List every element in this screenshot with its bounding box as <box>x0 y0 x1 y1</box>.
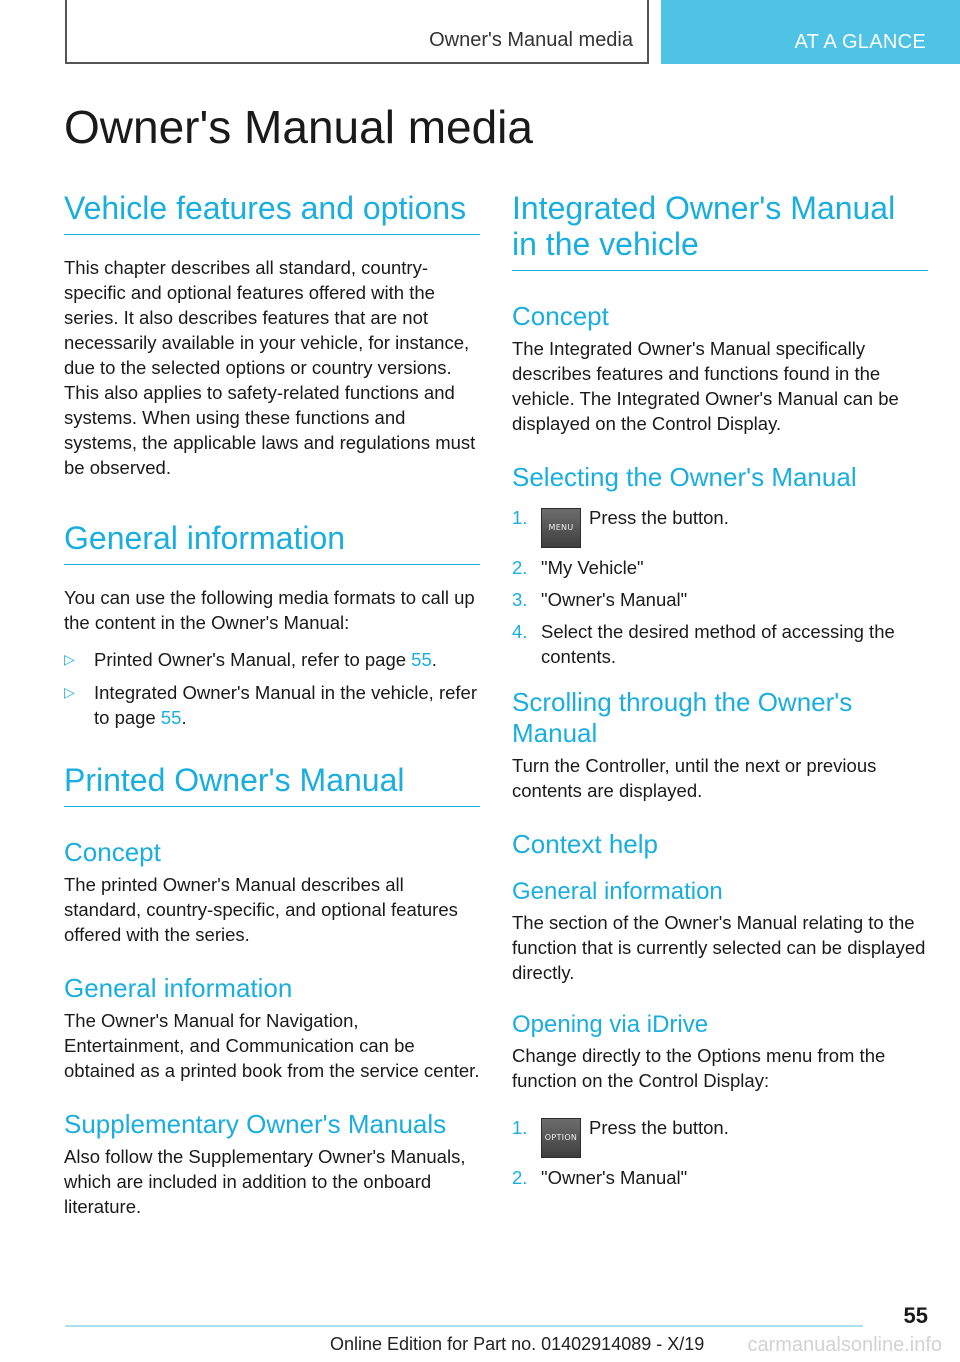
step-text: "My Vehicle" <box>541 557 644 579</box>
heading-context-general: General information <box>512 878 723 906</box>
heading-selecting: Selecting the Owner's Manual <box>512 462 857 493</box>
step-item <box>512 555 928 580</box>
running-header <box>65 0 649 64</box>
step-text: Press the button. <box>589 1117 729 1139</box>
section-general-information <box>64 520 480 730</box>
list-item-text: Integrated Owner's Manual in the vehicle, refer to page <box>94 682 477 729</box>
step-number: 3. <box>512 589 528 611</box>
heading-general-information-sub: General information <box>64 973 293 1004</box>
menu-button-icon: MENU <box>541 508 581 548</box>
opening-idrive <box>512 1011 928 1190</box>
step-item <box>512 505 928 548</box>
scrolling-manual <box>512 687 928 803</box>
edition-note: Online Edition for Part no. 01402914089 - X/19 <box>330 1334 705 1354</box>
step-number: 2. <box>512 1167 528 1189</box>
step-text: Select the desired method of accessing the contents. <box>541 621 895 668</box>
context-help <box>512 829 928 1190</box>
page-link[interactable]: 55 <box>411 649 432 671</box>
list-item <box>64 680 480 730</box>
section-tab-label: AT A GLANCE <box>794 31 926 53</box>
step-item <box>512 1115 928 1158</box>
heading-vehicle-features: Vehicle features and options <box>64 190 480 235</box>
idrive-body: Change directly to the Options menu from the function on the Control Display: <box>512 1045 886 1092</box>
printed-general <box>64 973 480 1083</box>
printed-general-body: The Owner's Manual for Navigation, Entertainment, and Communication can be obtained as a printed book from the service center. <box>64 1010 480 1082</box>
step-item <box>512 1165 928 1190</box>
step-text: "Owner's Manual" <box>541 1167 688 1189</box>
step-number: 1. <box>512 1117 528 1139</box>
scrolling-body: Turn the Controller, until the next or previous contents are displayed. <box>512 755 877 802</box>
step-number: 1. <box>512 507 528 529</box>
list-item <box>64 647 480 672</box>
triangle-bullet-icon: ▷ <box>64 684 75 701</box>
section-printed-manual <box>64 762 480 1219</box>
list-item-end: . <box>431 649 437 671</box>
step-number: 2. <box>512 557 528 579</box>
step-text: Press the button. <box>589 507 729 529</box>
heading-concept: Concept <box>512 301 609 332</box>
watermark: carmanualsonline.info <box>747 1334 942 1356</box>
media-format-list <box>64 647 480 730</box>
step-number: 4. <box>512 621 528 643</box>
vehicle-features-body: This chapter describes all standard, country-specific and optional features offered with the series. It also describes features that are not necessarily available in your vehicle, for instance, due to the selected options or country versions. This also applies to safety-related functions and systems. When using these functions and systems, the applicable laws and regulations must be observed. <box>64 257 476 479</box>
heading-concept: Concept <box>64 837 161 868</box>
page-link[interactable]: 55 <box>160 707 182 729</box>
heading-scrolling: Scrolling through the Owner's Manual <box>512 687 853 749</box>
integrated-concept <box>512 301 928 436</box>
supplementary-body: Also follow the Supplementary Owner's Manuals, which are included in addition to the onboard literature. <box>64 1146 466 1218</box>
heading-integrated-manual: Integrated Owner's Manual in the vehicle <box>512 190 928 271</box>
context-general <box>512 878 928 985</box>
page-number: 55 <box>903 1303 928 1328</box>
selecting-steps <box>512 505 928 669</box>
context-general-body: The section of the Owner's Manual relating to the function that is currently selected can be displayed directly. <box>512 912 926 984</box>
step-item <box>512 587 928 612</box>
printed-concept-body: The printed Owner's Manual describes all standard, country-specific, and optional features offered with the series. <box>64 874 458 946</box>
heading-supplementary: Supplementary Owner's Manuals <box>64 1109 447 1140</box>
list-item-end: . <box>181 707 187 729</box>
general-information-body: You can use the following media formats to call up the content in the Owner's Manual: <box>64 587 475 634</box>
option-button-icon: OPTION <box>541 1118 581 1158</box>
idrive-steps <box>512 1115 928 1190</box>
heading-context-help: Context help <box>512 829 658 860</box>
left-column <box>64 190 480 1219</box>
integrated-concept-body: The Integrated Owner's Manual specifically describes features and functions found in the vehicle. The Integrated Owner's Manual can be displayed on the Control Display. <box>512 338 899 435</box>
heading-printed-manual: Printed Owner's Manual <box>64 762 480 807</box>
step-item <box>512 619 928 669</box>
printed-supplementary <box>64 1109 480 1219</box>
footer-divider <box>65 1325 863 1327</box>
heading-opening-idrive: Opening via iDrive <box>512 1011 709 1039</box>
printed-concept <box>64 837 480 947</box>
page-title: Owner's Manual media <box>64 101 533 153</box>
selecting-manual <box>512 462 928 669</box>
section-tab <box>661 0 960 64</box>
triangle-bullet-icon: ▷ <box>64 651 75 668</box>
heading-general-information: General information <box>64 520 480 565</box>
running-title: Owner's Manual media <box>429 29 633 51</box>
step-text: "Owner's Manual" <box>541 589 688 611</box>
right-column <box>512 190 928 1197</box>
list-item-text: Printed Owner's Manual, refer to page <box>94 649 412 671</box>
